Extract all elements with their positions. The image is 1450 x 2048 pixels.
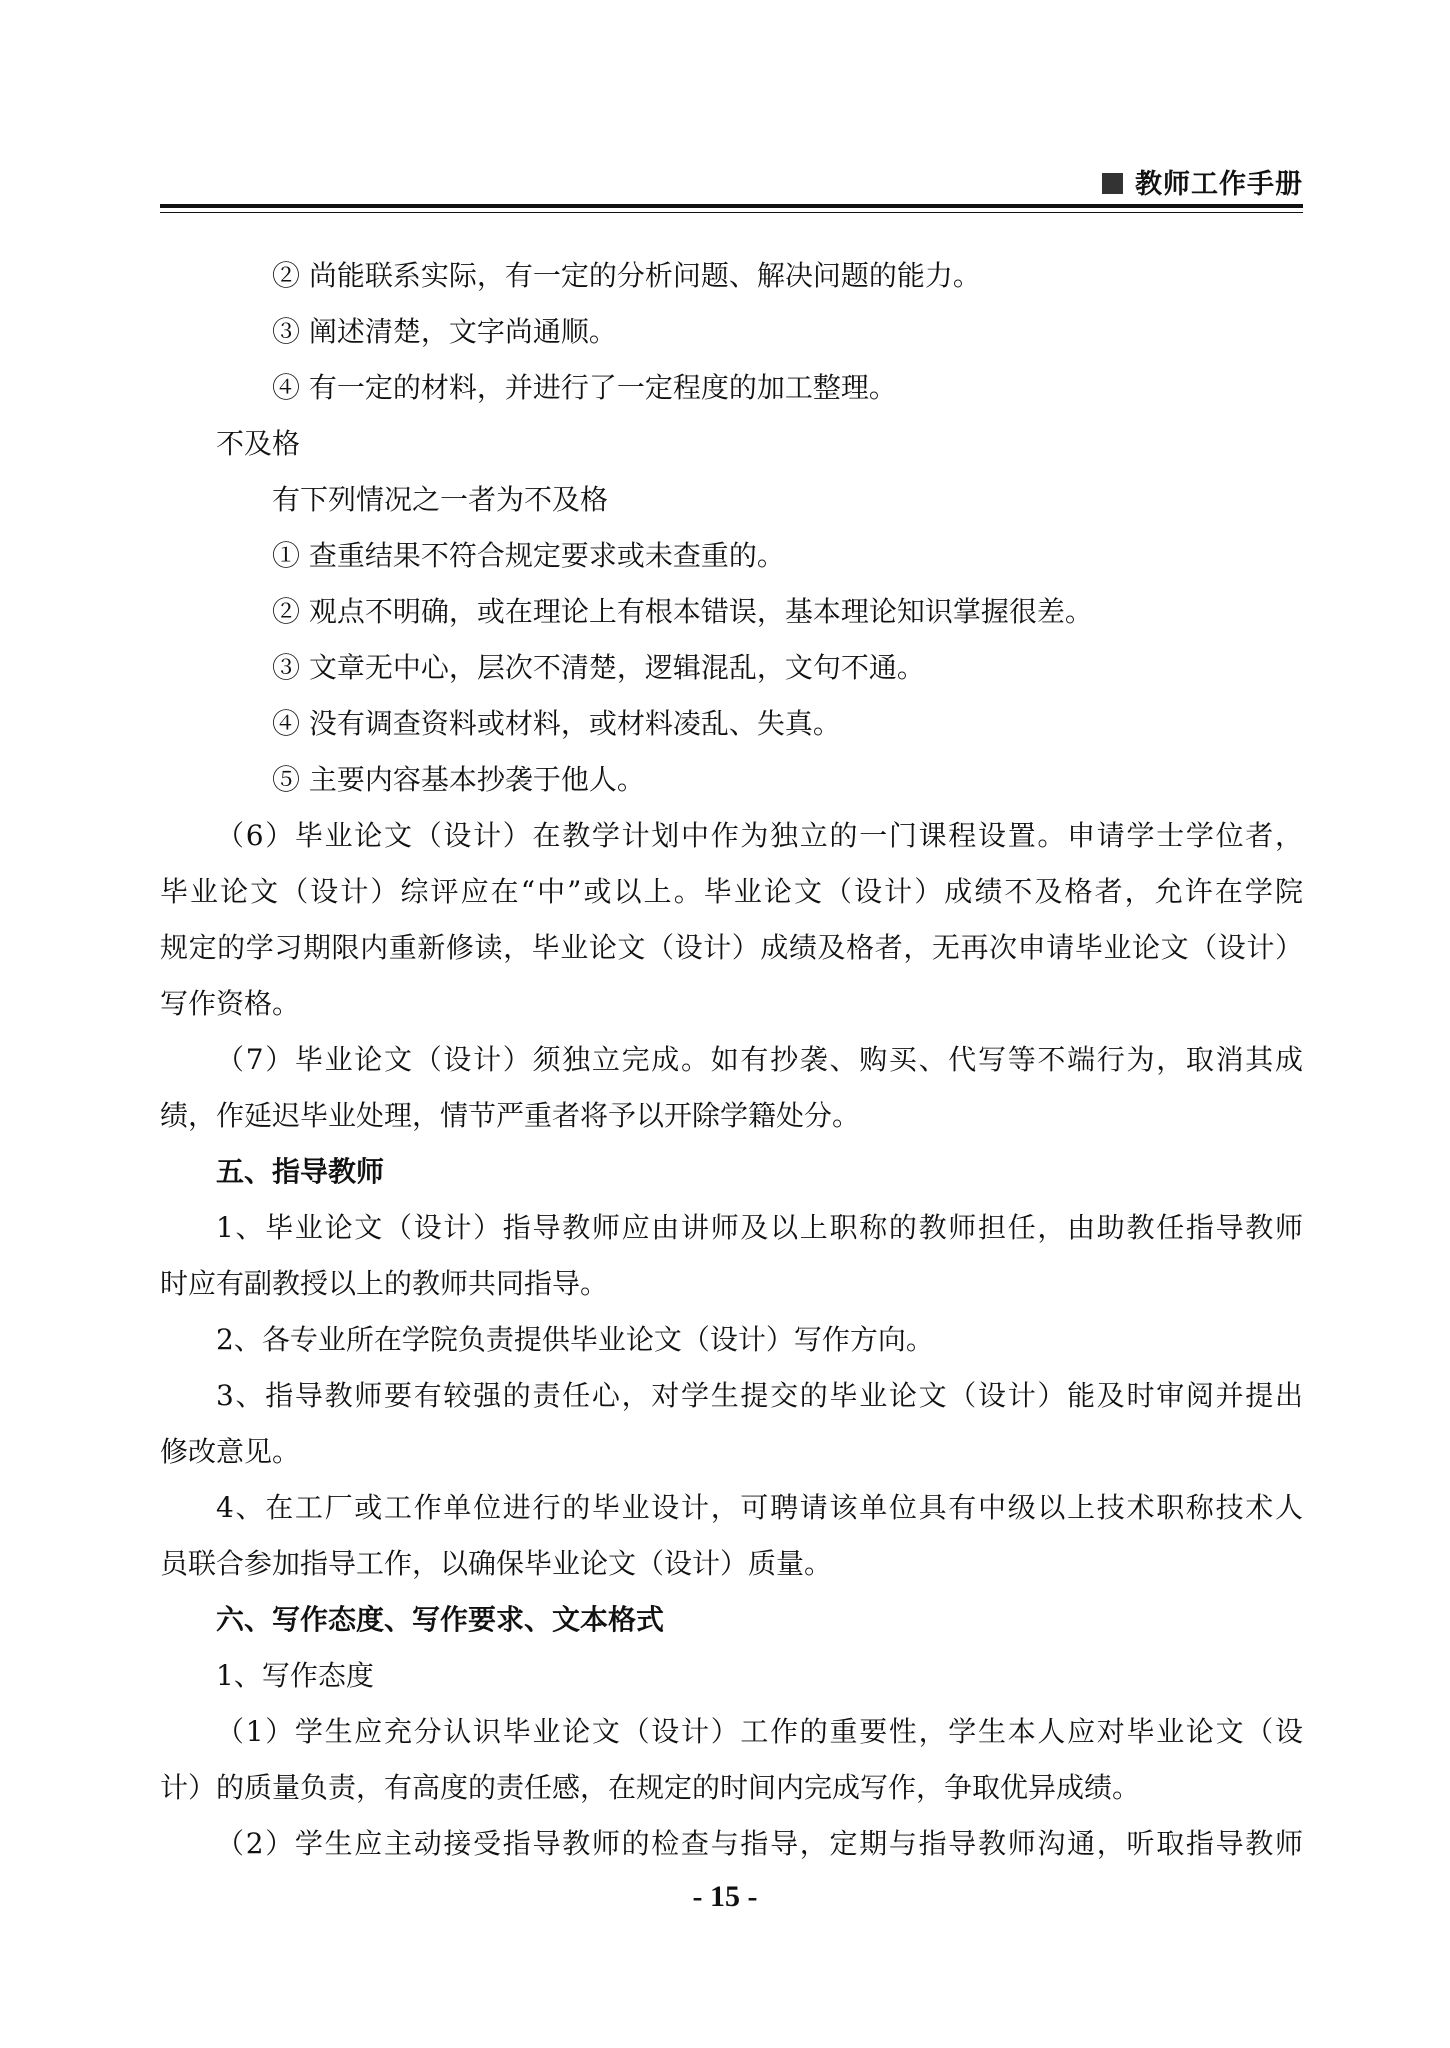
criteria-item: ③ 阐述清楚，文字尚通顺。 bbox=[272, 315, 617, 348]
body-text bbox=[160, 248, 1303, 1872]
paragraph-line: 规定的学习期限内重新修读，毕业论文（设计）成绩及格者，无再次申请毕业论文（设计） bbox=[160, 931, 1303, 964]
paragraph-line: 毕业论文（设计）综评应在“中”或以上。毕业论文（设计）成绩不及格者，允许在学院 bbox=[160, 875, 1303, 908]
page-header bbox=[160, 152, 1303, 204]
criteria-item: ② 尚能联系实际，有一定的分析问题、解决问题的能力。 bbox=[272, 259, 981, 292]
paragraph-line: 绩，作延迟毕业处理，情节严重者将予以开除学籍处分。 bbox=[160, 1099, 861, 1132]
paragraph-line: 修改意见。 bbox=[160, 1435, 301, 1468]
grade-intro: 有下列情况之一者为不及格 bbox=[272, 483, 609, 516]
criteria-item: ⑤ 主要内容基本抄袭于他人。 bbox=[272, 763, 645, 796]
paragraph-line: （7）毕业论文（设计）须独立完成。如有抄袭、购买、代写等不端行为，取消其成 bbox=[216, 1043, 1303, 1076]
paragraph-line: 员联合参加指导工作，以确保毕业论文（设计）质量。 bbox=[160, 1547, 833, 1580]
paragraph-line: 计）的质量负责，有高度的责任感，在规定的时间内完成写作，争取优异成绩。 bbox=[160, 1771, 1141, 1804]
criteria-item: ④ 没有调查资料或材料，或材料凌乱、失真。 bbox=[272, 707, 841, 740]
criteria-item: ③ 文章无中心，层次不清楚，逻辑混乱，文句不通。 bbox=[272, 651, 925, 684]
paragraph-line: 3、指导教师要有较强的责任心，对学生提交的毕业论文（设计）能及时审阅并提出 bbox=[216, 1379, 1303, 1412]
header-rule-thick bbox=[160, 204, 1303, 208]
paragraph-line: 2、各专业所在学院负责提供毕业论文（设计）写作方向。 bbox=[216, 1323, 934, 1356]
header-title-wrap bbox=[1102, 162, 1303, 201]
section-heading: 六、写作态度、写作要求、文本格式 bbox=[216, 1603, 665, 1636]
paragraph-line: 时应有副教授以上的教师共同指导。 bbox=[160, 1267, 609, 1300]
paragraph-line: （6）毕业论文（设计）在教学计划中作为独立的一门课程设置。申请学士学位者， bbox=[216, 819, 1303, 852]
header-title: 教师工作手册 bbox=[1135, 169, 1303, 200]
square-bullet-icon bbox=[1102, 173, 1123, 194]
paragraph-line: 4、在工厂或工作单位进行的毕业设计，可聘请该单位具有中级以上技术职称技术人 bbox=[216, 1491, 1303, 1524]
paragraph-line: （1）学生应充分认识毕业论文（设计）工作的重要性，学生本人应对毕业论文（设 bbox=[216, 1715, 1303, 1748]
criteria-item: ④ 有一定的材料，并进行了一定程度的加工整理。 bbox=[272, 371, 897, 404]
page-number: - 15 - bbox=[692, 1880, 758, 1913]
paragraph-line: 1、毕业论文（设计）指导教师应由讲师及以上职称的教师担任，由助教任指导教师 bbox=[216, 1211, 1303, 1244]
section-heading: 五、指导教师 bbox=[216, 1155, 385, 1188]
header-rule-thin bbox=[160, 212, 1303, 213]
paragraph-line: （2）学生应主动接受指导教师的检查与指导，定期与指导教师沟通，听取指导教师 bbox=[216, 1827, 1303, 1860]
criteria-item: ① 查重结果不符合规定要求或未查重的。 bbox=[272, 539, 785, 572]
paragraph-line: 写作资格。 bbox=[160, 987, 301, 1020]
subsection-heading: 1、写作态度 bbox=[216, 1659, 374, 1692]
grade-heading: 不及格 bbox=[216, 427, 301, 460]
criteria-item: ② 观点不明确，或在理论上有根本错误，基本理论知识掌握很差。 bbox=[272, 595, 1093, 628]
